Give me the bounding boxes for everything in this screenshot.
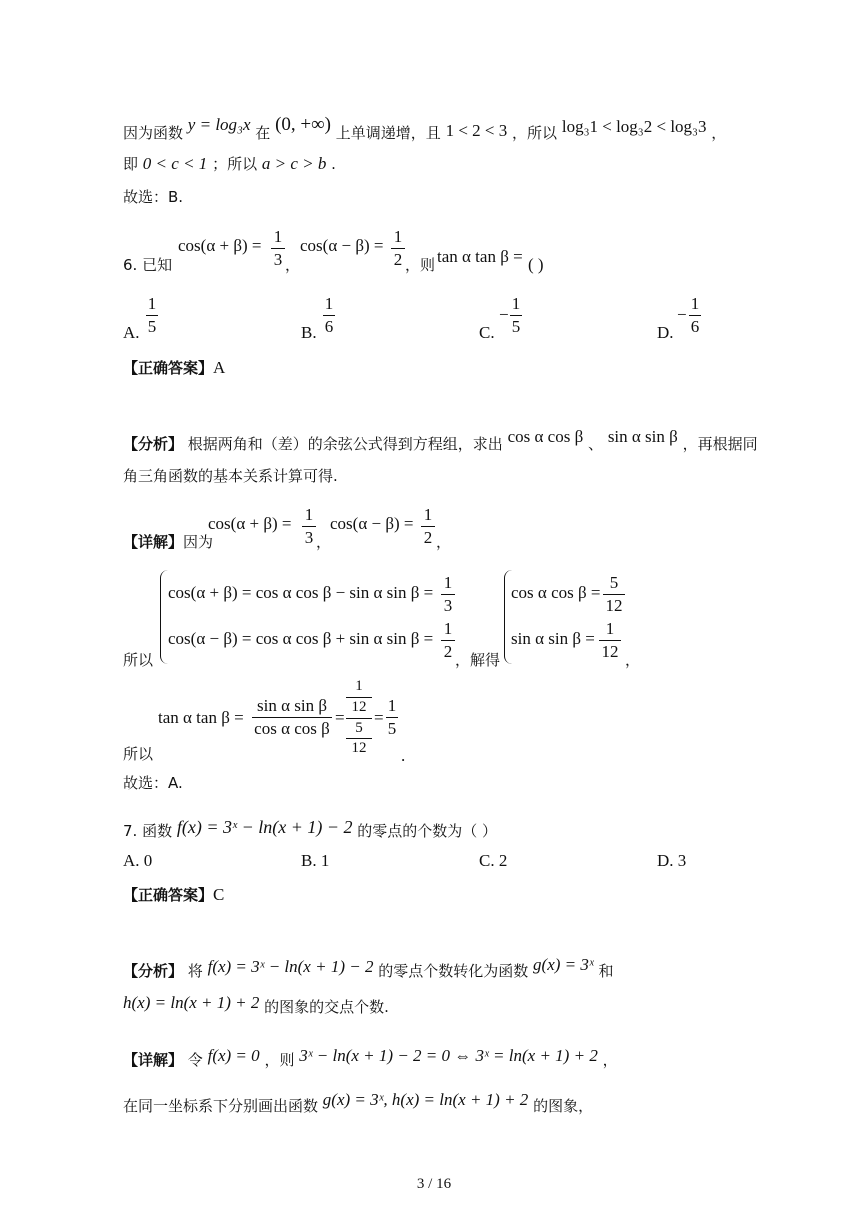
q6-correct-answer: 【正确答案】A xyxy=(123,358,226,377)
q6-cond1: cos(α + β) = xyxy=(178,236,262,255)
math: (0, +∞) xyxy=(275,114,331,135)
q7-correct-answer: 【正确答案】C xyxy=(123,885,225,904)
text: 在 xyxy=(255,124,271,142)
q6-tan-end: . xyxy=(401,746,406,765)
q6-system-eq2: cos(α − β) = cos α cos β + sin α sin β = xyxy=(168,629,434,648)
q6-option-b-fraction: 1 6 xyxy=(324,294,334,336)
q5-reason-line xyxy=(123,114,727,144)
q7-analysis-line2: h(x) = ln(x + 1) + 2 的图象的交点个数. xyxy=(123,993,389,1016)
q6-solve-text: ，解得 xyxy=(455,651,501,669)
q6-tan-eq: = xyxy=(335,708,345,727)
q7-detail-line: 【详解】 令 f(x) = 0 ，则 3ˣ − ln(x + 1) − 2 = 0 ⇔ 3ˣ = ln(x + 1) + 2 ， xyxy=(123,1046,618,1069)
q6-system-prefix: 所以 xyxy=(123,651,154,669)
q7-draw-line: 在同一坐标系下分别画出函数 g(x) = 3ˣ, h(x) = ln(x + 1) + 2 的图象， xyxy=(123,1090,594,1115)
page-number: 3 / 16 xyxy=(416,1176,452,1192)
text: ， xyxy=(711,124,727,142)
q6-cond1-fraction: 1 3 xyxy=(271,228,285,269)
q7-stem: 7. 函数 f(x) = 3ˣ − ln(x + 1) − 2 的零点的个数为（ ） xyxy=(123,817,498,840)
q6-analysis-line1: 【分析】 根据两角和（差）的余弦公式得到方程组，求出 cos α cos β 、 sin α sin β ，再根据同 xyxy=(123,427,758,453)
q7-option-b: B. 1 xyxy=(301,851,330,870)
q5-conclusion-line xyxy=(123,154,336,174)
q6-detail-sep: ， xyxy=(316,533,332,551)
q6-option-c-label: C. xyxy=(479,323,495,342)
q6-tan-lhs: tan α tan β = xyxy=(158,708,244,727)
q6-option-c-sign: − xyxy=(499,305,509,324)
q6-tan-result-fraction: 1 5 xyxy=(387,696,397,738)
q6-sep: ， xyxy=(285,256,301,274)
q6-tan-eq2: = xyxy=(374,708,384,727)
text: 即 xyxy=(123,155,139,173)
q6-blank: ( ) xyxy=(528,255,544,274)
q6-cond2-fraction: 1 2 xyxy=(391,228,405,269)
math: y = log₃x xyxy=(187,115,251,134)
q6-detail-cond1: cos(α + β) = xyxy=(208,514,292,533)
q6-system-eq2-fraction: 1 2 xyxy=(441,620,455,661)
q6-option-b-label: B. xyxy=(301,323,317,342)
q6-system-eq1-fraction: 1 3 xyxy=(441,574,455,615)
q6-solution-eq1-fraction: 5 12 xyxy=(603,574,625,615)
q6-detail-line: 【详解】因为 xyxy=(123,533,214,551)
q6-detail-cond1-fraction: 1 3 xyxy=(302,506,316,547)
q6-target: tan α tan β = xyxy=(437,247,523,266)
q6-solution-eq2: sin α sin β = xyxy=(511,629,595,648)
q6-tan-compound-fraction: 1 12 5 12 xyxy=(346,679,372,757)
math: 1 < 2 < 3 xyxy=(445,121,508,140)
q6-option-a-label: A. xyxy=(123,323,140,342)
q6-solution-eq2-fraction: 1 12 xyxy=(599,620,621,661)
q6-detail-end: ， xyxy=(436,533,452,551)
q6-detail-cond2: cos(α − β) = xyxy=(330,514,414,533)
q6-tan-fraction-1: sin α sin β cos α cos β xyxy=(252,697,332,738)
q6-detail-cond2-fraction: 1 2 xyxy=(421,506,435,547)
math: 0 < c < 1 xyxy=(142,154,208,173)
q6-option-a-fraction: 1 5 xyxy=(147,294,157,336)
system-brace-left xyxy=(160,570,168,664)
q6-analysis-line2: 角三角函数的基本关系计算可得. xyxy=(123,467,338,485)
q7-option-d: D. 3 xyxy=(657,851,687,870)
q7-analysis-line1: 【分析】 将 f(x) = 3ˣ − ln(x + 1) − 2 的零点个数转化为函数 g(x) = 3ˣ 和 xyxy=(123,955,614,980)
text: 上单调递增，且 xyxy=(335,124,441,142)
q5-answer: 故选：B. xyxy=(123,188,184,206)
q6-tan-prefix: 所以 xyxy=(123,745,154,763)
q6-option-d-fraction: 1 6 xyxy=(690,294,700,336)
math: a > c > b xyxy=(261,154,327,173)
q6-option-d-label: D. xyxy=(657,323,674,342)
q6-system-eq1: cos(α + β) = cos α cos β − sin α sin β = xyxy=(168,583,434,602)
q6-option-c-fraction: 1 5 xyxy=(511,294,521,336)
q6-option-d-sign: − xyxy=(677,305,687,324)
text: 因为函数 xyxy=(123,124,184,142)
q6-stem-prefix: 6. 已知 xyxy=(123,256,173,274)
text: . xyxy=(331,155,336,173)
q6-cond2: cos(α − β) = xyxy=(300,236,384,255)
math: log₃1 < log₃2 < log₃3 xyxy=(561,117,707,136)
q7-option-c: C. 2 xyxy=(479,851,508,870)
q6-then: ，则 xyxy=(405,256,436,274)
q6-solution-eq1: cos α cos β = xyxy=(511,583,601,602)
q6-solution-end: ， xyxy=(625,651,641,669)
text: ；所以 xyxy=(212,155,258,173)
q7-option-a: A. 0 xyxy=(123,851,153,870)
q6-answer: 故选：A. xyxy=(123,774,183,792)
text: ，所以 xyxy=(512,124,558,142)
